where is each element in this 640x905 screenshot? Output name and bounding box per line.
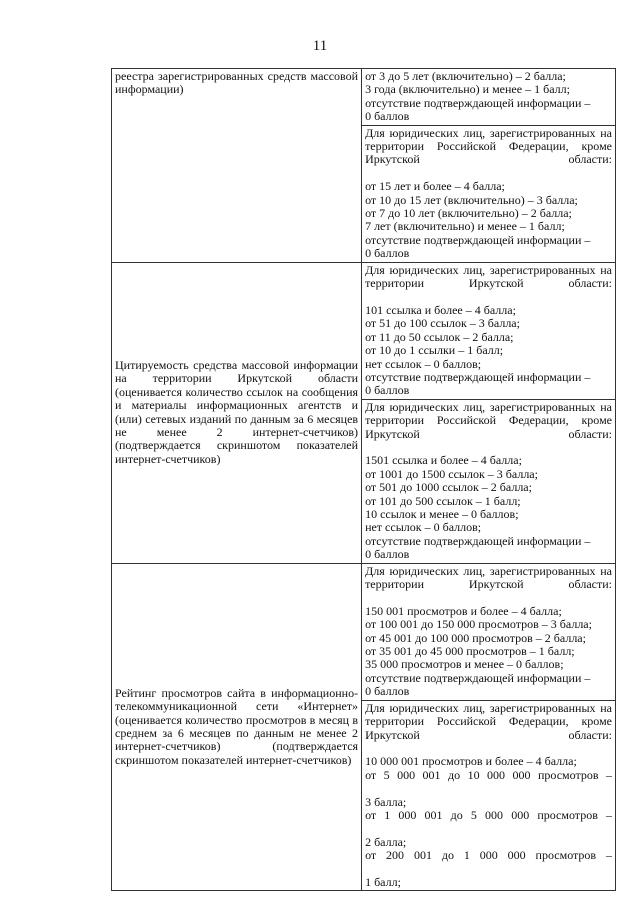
score-line: от 7 до 10 лет (включительно) – 2 балла; (365, 206, 572, 221)
score-line: 0 баллов (365, 246, 410, 261)
score-line: 1 балл; (365, 874, 401, 889)
score-header: Для юридических лиц, зарегистрированных на территории Российской Федерации, кроме Иркутской области: (365, 700, 612, 742)
page-number: 11 (312, 38, 328, 54)
score-line: от 15 лет и более – 4 балла; (365, 179, 505, 194)
table-row (112, 563, 616, 700)
score-cell (362, 700, 616, 891)
score-line: от 1 000 001 до 5 000 000 просмотров – (365, 807, 612, 822)
score-line: от 1001 до 1500 ссылок – 3 балла; (365, 466, 538, 481)
score-line: 3 балла; (365, 794, 407, 809)
score-line: от 100 001 до 150 000 просмотров – 3 балла; (365, 617, 592, 632)
score-line: от 10 до 1 ссылки – 1 балл; (365, 343, 504, 358)
criterion-cell: реестра зарегистрированных средств массовой информации) (112, 69, 362, 263)
score-line: отсутствие подтверждающей информации – (365, 369, 591, 384)
score-line: от 501 до 1000 ссылок – 2 балла; (365, 480, 532, 495)
score-line: 3 года (включительно) и менее – 1 балл; (365, 82, 570, 97)
score-line: 2 балла; (365, 834, 407, 849)
score-cell (362, 125, 616, 262)
score-line: 150 001 просмотров и более – 4 балла; (365, 603, 562, 618)
score-header: Для юридических лиц, зарегистрированных на территории Иркутской области: (365, 563, 612, 592)
score-header: Для юридических лиц, зарегистрированных на территории Российской Федерации, кроме Иркутской области: (365, 125, 612, 167)
score-cell (362, 262, 616, 399)
score-line: от 51 до 100 ссылок – 3 балла; (365, 316, 520, 331)
score-line: 7 лет (включительно) и менее – 1 балл; (365, 219, 565, 234)
score-cell (362, 69, 616, 126)
score-line: 0 баллов (365, 684, 410, 699)
score-line: отсутствие подтверждающей информации – (365, 533, 591, 548)
score-header: Для юридических лиц, зарегистрированных на территории Российской Федерации, кроме Иркутской области: (365, 399, 612, 441)
score-line: от 200 001 до 1 000 000 просмотров – (365, 848, 612, 863)
score-line: 101 ссылка и более – 4 балла; (365, 302, 516, 317)
score-line: от 11 до 50 ссылок – 2 балла; (365, 329, 514, 344)
score-line: 35 000 просмотров и менее – 0 баллов; (365, 657, 564, 672)
score-line: от 101 до 500 ссылок – 1 балл; (365, 493, 521, 508)
criterion-cell: Рейтинг просмотров сайта в информационно-телекоммуникационной сети «Интернет» (оценивается количество просмотров в месяц в среднем за 6 месяцев по данным не менее 2 интернет-счетчиков) (подтверждается скриншотом показателей интернет-счетчиков) (112, 563, 362, 891)
score-line: 1501 ссылка и более – 4 балла; (365, 453, 522, 468)
score-line: от 10 до 15 лет (включительно) – 3 балла; (365, 192, 578, 207)
score-line: от 3 до 5 лет (включительно) – 2 балла; (365, 69, 566, 83)
score-cell (362, 563, 616, 700)
table-row (112, 69, 616, 126)
score-line: нет ссылок – 0 баллов; (365, 520, 482, 535)
score-line: 0 баллов (365, 383, 410, 398)
score-cell (362, 399, 616, 563)
score-line: 10 000 001 просмотров и более – 4 балла; (365, 754, 577, 769)
score-line: 10 ссылок и менее – 0 баллов; (365, 507, 519, 521)
score-line: отсутствие подтверждающей информации – (365, 95, 591, 110)
score-line: 0 баллов (365, 547, 410, 562)
score-line: отсутствие подтверждающей информации – (365, 670, 591, 685)
score-line: от 45 001 до 100 000 просмотров – 2 балла; (365, 630, 586, 645)
score-line: от 5 000 001 до 10 000 000 просмотров – (365, 767, 612, 782)
table-row (112, 262, 616, 399)
score-line: нет ссылок – 0 баллов; (365, 356, 482, 371)
score-line: от 35 001 до 45 000 просмотров – 1 балл; (365, 644, 575, 659)
score-header: Для юридических лиц, зарегистрированных на территории Иркутской области: (365, 262, 612, 291)
criterion-cell: Цитируемость средства массовой информации на территории Иркутской области (оценивается количество ссылок на сообщения и материалы информационных агентств и (или) сетевых изданий по данным за 6 месяцев не менее 2 интернет-счетчиков) (подтверждается скриншотом показателей интернет-счетчиков) (112, 262, 362, 563)
score-line: отсутствие подтверждающей информации – (365, 232, 591, 247)
criteria-table (111, 68, 616, 891)
score-line: 0 баллов (365, 109, 410, 124)
